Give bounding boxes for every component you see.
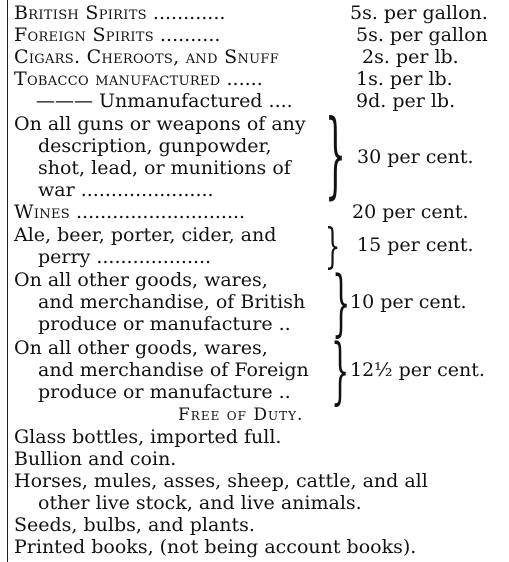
row-tobacco-unmanufactured <box>36 90 293 112</box>
group-foreign-line-2: and merchandise of Foreign <box>38 359 309 381</box>
group-ale-line-1: Ale, beer, porter, cider, and <box>14 224 277 246</box>
leader-dots: ............ <box>152 2 226 24</box>
free-item-livestock-cont: other live stock, and live animals. <box>38 492 362 514</box>
item-label: ——— Unmanufactured <box>36 90 263 112</box>
leader-dots: .......... <box>160 24 221 46</box>
row-foreign-spirits <box>14 24 220 46</box>
item-label: Wines <box>14 201 70 223</box>
row-wines <box>14 201 245 223</box>
left-margin-rule <box>7 0 8 562</box>
item-label: Foreign Spirits <box>14 24 154 46</box>
rate-guns: 30 per cent. <box>357 146 474 168</box>
free-of-duty-heading: Free of Duty. <box>178 405 304 425</box>
group-guns-line-1: On all guns or weapons of any <box>14 113 306 135</box>
brace-foreign: } <box>331 328 350 412</box>
rate-british-spirits: 5s. per gallon. <box>350 2 488 24</box>
rate-foreign: 12½ per cent. <box>350 359 485 381</box>
rate-tobacco-unmanufactured: 9d. per lb. <box>356 90 456 112</box>
rate-british: 10 per cent. <box>350 291 467 313</box>
brace-guns: } <box>325 100 346 209</box>
group-foreign-line-1: On all other goods, wares, <box>14 337 268 359</box>
leader-dots: ...... <box>226 68 263 90</box>
rate-foreign-spirits: 5s. per gallon <box>356 24 488 46</box>
free-item-printed-books: Printed books, (not being account books). <box>14 536 417 558</box>
group-foreign-line-3: produce or manufacture .. <box>38 381 291 403</box>
free-item-livestock: Horses, mules, asses, sheep, cattle, and all <box>14 470 428 492</box>
free-item-bullion: Bullion and coin. <box>14 448 177 470</box>
brace-ale: } <box>325 218 341 274</box>
group-british-line-2: and merchandise, of British <box>38 291 306 313</box>
rate-ale: 15 per cent. <box>357 234 474 256</box>
rate-cigars: 2s. per lb. <box>362 46 459 68</box>
group-british-line-1: On all other goods, wares, <box>14 269 268 291</box>
row-british-spirits <box>14 2 225 24</box>
row-tobacco-manufactured <box>14 68 263 90</box>
item-label: British Spirits <box>14 2 147 24</box>
item-label: Tobacco manufactured <box>14 68 221 90</box>
group-british-line-3: produce or manufacture .. <box>38 313 291 335</box>
leader-dots: ............................ <box>75 201 246 223</box>
group-guns-line-3: shot, lead, or munitions of <box>38 157 291 179</box>
row-cigars <box>14 46 279 68</box>
group-guns-line-2: description, gunpowder, <box>38 135 272 157</box>
group-ale-line-2: perry ................... <box>38 246 212 268</box>
rate-wines: 20 per cent. <box>352 201 469 223</box>
leader-dots: .... <box>268 90 293 112</box>
free-item-seeds: Seeds, bulbs, and plants. <box>14 514 255 536</box>
rate-tobacco-manufactured: 1s. per lb. <box>356 68 453 90</box>
brace-british: } <box>332 260 351 344</box>
free-item-glass-bottles: Glass bottles, imported full. <box>14 426 282 448</box>
group-guns-line-4: war ...................... <box>38 179 214 201</box>
item-label: Cigars. Cheroots, and Snuff <box>14 46 280 68</box>
